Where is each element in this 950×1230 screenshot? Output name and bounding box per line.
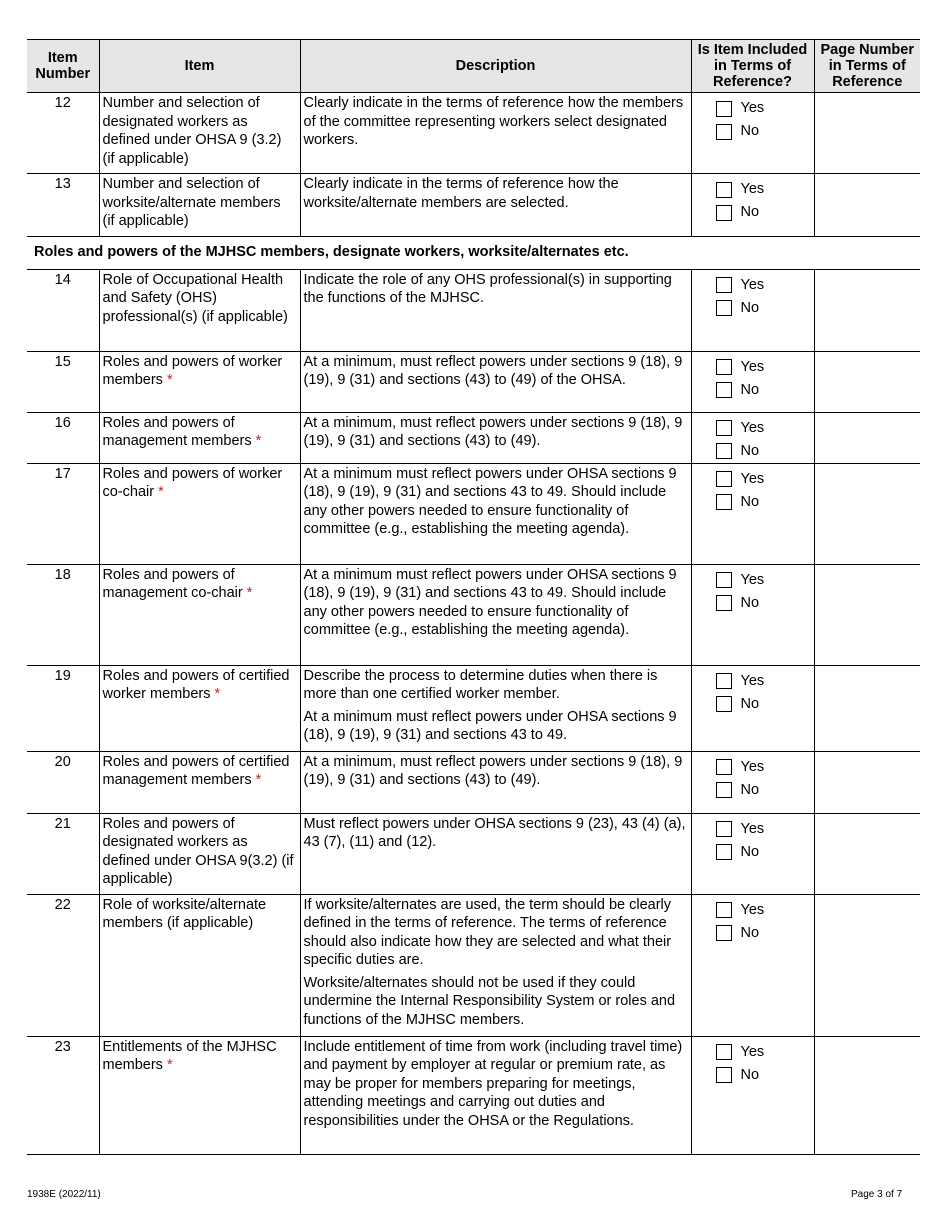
yes-label: Yes xyxy=(740,1043,765,1060)
no-checkbox[interactable] xyxy=(716,382,732,398)
table-row xyxy=(27,894,920,1036)
page-number-field[interactable] xyxy=(814,269,920,351)
page-number-field[interactable] xyxy=(814,412,920,463)
item-cell xyxy=(99,665,300,751)
item-cell xyxy=(99,751,300,813)
required-marker: * xyxy=(246,585,253,601)
no-label: No xyxy=(740,204,760,221)
yes-option xyxy=(716,569,814,592)
item-cell xyxy=(99,269,300,351)
description-text: At a minimum, must reflect powers under sections 9 (18), 9 (19), 9 (31) and sections (43) to (49). xyxy=(303,753,683,788)
page-number-field[interactable] xyxy=(814,751,920,813)
page-number-field[interactable] xyxy=(814,564,920,665)
yes-label: Yes xyxy=(740,358,765,375)
header-row xyxy=(27,40,920,93)
header-included: Is Item Included in Terms of Reference? xyxy=(691,40,814,93)
item-text: Number and selection of designated workers as defined under OHSA 9 (3.2) (if applicable) xyxy=(102,95,282,167)
item-text: Role of worksite/alternate members (if applicable) xyxy=(102,896,267,931)
description-cell xyxy=(300,564,691,665)
included-cell xyxy=(691,174,814,237)
yes-label: Yes xyxy=(740,419,765,436)
no-option xyxy=(716,120,814,143)
item-text: Roles and powers of certified worker members xyxy=(102,667,290,702)
item-text: Role of Occupational Health and Safety (OHS) professional(s) (if applicable) xyxy=(102,271,288,325)
yes-label: Yes xyxy=(740,758,765,775)
item-number: 18 xyxy=(27,564,99,665)
description-cell xyxy=(300,751,691,813)
no-option xyxy=(716,592,814,615)
yes-checkbox[interactable] xyxy=(716,759,732,775)
no-label: No xyxy=(740,781,760,798)
yes-option xyxy=(716,899,814,922)
yes-checkbox[interactable] xyxy=(716,673,732,689)
no-label: No xyxy=(740,493,760,510)
no-label: No xyxy=(740,381,760,398)
item-text: Roles and powers of management members xyxy=(102,414,252,449)
table-row xyxy=(27,174,920,237)
required-marker: * xyxy=(166,1057,173,1073)
yes-option xyxy=(716,468,814,491)
yes-checkbox[interactable] xyxy=(716,471,732,487)
item-cell xyxy=(99,463,300,564)
item-cell xyxy=(99,412,300,463)
item-number: 12 xyxy=(27,93,99,174)
yes-label: Yes xyxy=(740,672,765,689)
no-option xyxy=(716,779,814,802)
yes-option xyxy=(716,818,814,841)
table-row xyxy=(27,412,920,463)
item-text: Number and selection of worksite/alternate members (if applicable) xyxy=(102,176,281,229)
no-option xyxy=(716,841,814,864)
form-code: 1938E (2022/11) xyxy=(27,1189,101,1200)
no-checkbox[interactable] xyxy=(716,494,732,510)
table-row xyxy=(27,463,920,564)
no-label: No xyxy=(740,299,760,316)
no-checkbox[interactable] xyxy=(716,595,732,611)
item-cell xyxy=(99,894,300,1036)
page-indicator: Page 3 of 7 xyxy=(851,1189,903,1200)
description-cell xyxy=(300,351,691,412)
included-cell xyxy=(691,463,814,564)
no-checkbox[interactable] xyxy=(716,1067,732,1083)
no-checkbox[interactable] xyxy=(716,925,732,941)
yes-option xyxy=(716,356,814,379)
no-option xyxy=(716,379,814,402)
yes-checkbox[interactable] xyxy=(716,359,732,375)
no-label: No xyxy=(740,924,760,941)
description-text: Describe the process to determine duties when there is more than one certified worker member. xyxy=(303,667,658,702)
checklist-table xyxy=(27,39,920,1155)
header-item: Item xyxy=(99,40,300,93)
description-text-extra: At a minimum must reflect powers under OHSA sections 9 (18), 9 (19), 9 (31) and sections 43 to 49. xyxy=(303,708,677,743)
yes-checkbox[interactable] xyxy=(716,182,732,198)
yes-checkbox[interactable] xyxy=(716,420,732,436)
page-number-field[interactable] xyxy=(814,174,920,237)
required-marker: * xyxy=(166,372,173,388)
description-cell xyxy=(300,463,691,564)
table-row xyxy=(27,751,920,813)
item-number: 23 xyxy=(27,1036,99,1154)
description-text: At a minimum, must reflect powers under sections 9 (18), 9 (19), 9 (31) and sections (43) to (49) of the OHSA. xyxy=(303,353,683,388)
no-label: No xyxy=(740,1066,760,1083)
no-checkbox[interactable] xyxy=(716,696,732,712)
table-row xyxy=(27,564,920,665)
description-text: At a minimum, must reflect powers under sections 9 (18), 9 (19), 9 (31) and sections (43) to (49). xyxy=(303,414,683,449)
item-cell xyxy=(99,564,300,665)
no-checkbox[interactable] xyxy=(716,782,732,798)
description-text: If worksite/alternates are used, the term should be clearly defined in the terms of reference. The terms of reference should also indicate how they are selected and what their specific duties are. xyxy=(303,896,672,968)
item-number: 13 xyxy=(27,174,99,237)
required-marker: * xyxy=(255,772,262,788)
page-number-field[interactable] xyxy=(814,93,920,174)
no-option xyxy=(716,693,814,716)
item-text: Roles and powers of designated workers as defined under OHSA 9(3.2) (if applicable) xyxy=(102,815,294,887)
item-text: Entitlements of the MJHSC members xyxy=(102,1038,277,1073)
yes-label: Yes xyxy=(740,901,765,918)
item-cell xyxy=(99,93,300,174)
yes-option xyxy=(716,97,814,120)
yes-label: Yes xyxy=(740,470,765,487)
item-number: 19 xyxy=(27,665,99,751)
description-cell xyxy=(300,269,691,351)
section-heading-row xyxy=(27,237,920,270)
item-text: Roles and powers of management co-chair xyxy=(102,566,243,601)
required-marker: * xyxy=(214,686,221,702)
no-checkbox[interactable] xyxy=(716,443,732,459)
item-number: 17 xyxy=(27,463,99,564)
description-cell xyxy=(300,174,691,237)
item-text: Roles and powers of certified management members xyxy=(102,753,290,788)
description-text: Include entitlement of time from work (including travel time) and payment by employer at regular or premium rate, as may be proper for members preparing for meetings, attending meetings and carrying out duties and responsibilities under the OHSA or the Regulations. xyxy=(303,1038,683,1129)
description-text: Clearly indicate in the terms of reference how the members of the committee representing workers select designated workers. xyxy=(303,95,684,148)
included-cell xyxy=(691,351,814,412)
item-number: 14 xyxy=(27,269,99,351)
no-label: No xyxy=(740,594,760,611)
section-heading: Roles and powers of the MJHSC members, designate workers, worksite/alternates etc. xyxy=(27,237,920,270)
item-cell xyxy=(99,174,300,237)
description-cell xyxy=(300,1036,691,1154)
no-label: No xyxy=(740,695,760,712)
description-cell xyxy=(300,894,691,1036)
table-row xyxy=(27,351,920,412)
item-number: 22 xyxy=(27,894,99,1036)
yes-label: Yes xyxy=(740,100,765,117)
yes-label: Yes xyxy=(740,820,765,837)
page-number-field[interactable] xyxy=(814,463,920,564)
yes-option xyxy=(716,670,814,693)
included-cell xyxy=(691,412,814,463)
no-checkbox[interactable] xyxy=(716,124,732,140)
item-cell xyxy=(99,351,300,412)
yes-checkbox[interactable] xyxy=(716,902,732,918)
item-number: 20 xyxy=(27,751,99,813)
no-option xyxy=(716,440,814,463)
no-option xyxy=(716,1064,814,1087)
yes-label: Yes xyxy=(740,276,765,293)
yes-option xyxy=(716,417,814,440)
included-cell xyxy=(691,813,814,894)
included-cell xyxy=(691,1036,814,1154)
item-cell xyxy=(99,1036,300,1154)
description-cell xyxy=(300,813,691,894)
item-number: 16 xyxy=(27,412,99,463)
yes-option xyxy=(716,756,814,779)
item-text: Roles and powers of worker members xyxy=(102,353,283,388)
table-row xyxy=(27,813,920,894)
yes-option xyxy=(716,1041,814,1064)
page-number-field[interactable] xyxy=(814,351,920,412)
no-checkbox[interactable] xyxy=(716,205,732,221)
description-text: Indicate the role of any OHS professional(s) in supporting the functions of the MJHSC. xyxy=(303,271,672,306)
no-label: No xyxy=(740,843,760,860)
description-text: Clearly indicate in the terms of reference how the worksite/alternate members are selected. xyxy=(303,176,619,211)
no-option xyxy=(716,922,814,945)
page-number-field[interactable] xyxy=(814,813,920,894)
description-text: At a minimum must reflect powers under OHSA sections 9 (18), 9 (19), 9 (31) and sections 43 to 49. Should include any other powers needed to ensure functionality of committee (e.g., establishing the meeting agenda). xyxy=(303,465,677,537)
yes-checkbox[interactable] xyxy=(716,101,732,117)
page-number-field[interactable] xyxy=(814,1036,920,1154)
header-item-number: Item Number xyxy=(27,40,99,93)
no-checkbox[interactable] xyxy=(716,844,732,860)
yes-option xyxy=(716,178,814,201)
header-page-number: Page Number in Terms of Reference xyxy=(814,40,920,93)
page-number-field[interactable] xyxy=(814,665,920,751)
item-number: 21 xyxy=(27,813,99,894)
description-text: At a minimum must reflect powers under OHSA sections 9 (18), 9 (19), 9 (31) and sections 43 to 49. Should include any other powers needed to ensure functionality of committee (e.g., establishing the meeting agenda). xyxy=(303,566,677,638)
no-label: No xyxy=(740,123,760,140)
yes-checkbox[interactable] xyxy=(716,821,732,837)
item-cell xyxy=(99,813,300,894)
yes-checkbox[interactable] xyxy=(716,1044,732,1060)
included-cell xyxy=(691,269,814,351)
included-cell xyxy=(691,751,814,813)
description-text: Must reflect powers under OHSA sections 9 (23), 43 (4) (a), 43 (7), (11) and (12). xyxy=(303,815,686,850)
table-row xyxy=(27,1036,920,1154)
required-marker: * xyxy=(255,433,262,449)
required-marker: * xyxy=(158,484,164,500)
included-cell xyxy=(691,665,814,751)
included-cell xyxy=(691,93,814,174)
yes-option xyxy=(716,274,814,297)
no-option xyxy=(716,297,814,320)
yes-label: Yes xyxy=(740,181,765,198)
description-cell xyxy=(300,93,691,174)
yes-checkbox[interactable] xyxy=(716,572,732,588)
description-cell xyxy=(300,412,691,463)
yes-label: Yes xyxy=(740,571,765,588)
no-label: No xyxy=(740,442,760,459)
included-cell xyxy=(691,894,814,1036)
no-option xyxy=(716,491,814,514)
included-cell xyxy=(691,564,814,665)
item-number: 15 xyxy=(27,351,99,412)
table-row xyxy=(27,269,920,351)
description-text-extra: Worksite/alternates should not be used if they could undermine the Internal Responsibility System or roles and functions of the MJHSC members. xyxy=(303,974,676,1028)
item-text: Roles and powers of worker co-chair xyxy=(102,465,283,500)
table-row xyxy=(27,665,920,751)
header-description: Description xyxy=(300,40,691,93)
terms-of-reference-checklist xyxy=(27,39,920,1155)
no-checkbox[interactable] xyxy=(716,300,732,316)
description-cell xyxy=(300,665,691,751)
page-number-field[interactable] xyxy=(814,894,920,1036)
table-row xyxy=(27,93,920,174)
no-option xyxy=(716,201,814,224)
yes-checkbox[interactable] xyxy=(716,277,732,293)
